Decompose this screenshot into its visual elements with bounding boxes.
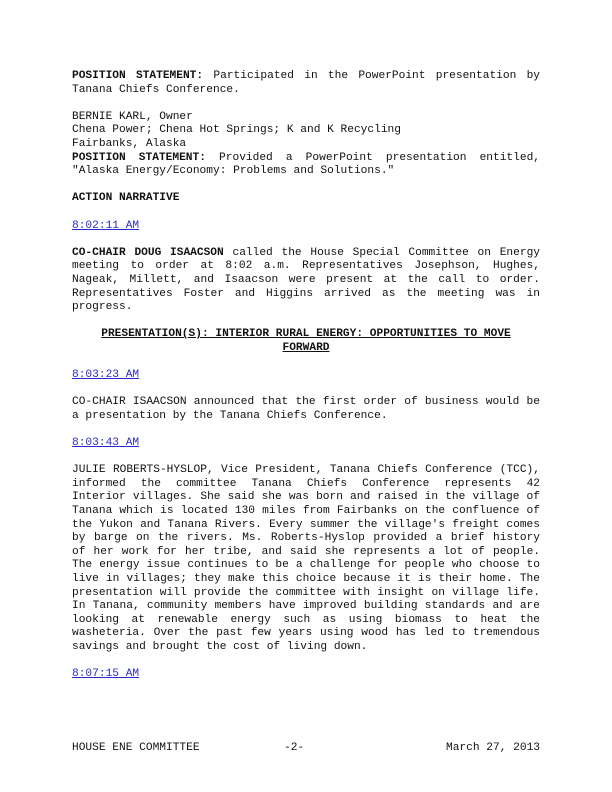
- presentation-heading-line1: PRESENTATION(S): INTERIOR RURAL ENERGY: OPPORTUNITIES TO MOVE: [101, 328, 511, 341]
- narrative-text: called the House Special Committee on Energy meeting to order at 8:02 a.m. Representatives Josephson, Hughes, Nageak, Millett, and Isaacson were present at the call to order. Representatives Foster and Higgins arrived as the meeting was in progress.: [72, 246, 540, 314]
- document-page: [72, 70, 540, 682]
- witness-block-bernie-karl: [72, 111, 540, 179]
- position-statement-text: Provided a PowerPoint presentation entitled, "Alaska Energy/Economy: Problems and Solutions.": [72, 151, 540, 178]
- footer-page-number: -2-: [284, 742, 305, 754]
- position-statement-karl: [72, 152, 540, 179]
- witness-location: Fairbanks, Alaska: [72, 137, 187, 150]
- presentation-heading: [72, 328, 540, 355]
- timestamp-link[interactable]: 8:03:43 AM: [72, 437, 140, 450]
- witness-organization: Chena Power; Chena Hot Springs; K and K Recycling: [72, 124, 401, 137]
- narrative-paragraph: [72, 247, 540, 315]
- footer-committee: HOUSE ENE COMMITTEE: [72, 742, 200, 754]
- position-statement-text: Participated in the PowerPoint presentation by Tanana Chiefs Conference.: [72, 70, 540, 96]
- timestamp-link[interactable]: 8:03:23 AM: [72, 369, 140, 382]
- footer-date: March 27, 2013: [446, 742, 540, 754]
- timestamp-link[interactable]: 8:02:11 AM: [72, 219, 140, 232]
- action-narrative-heading: ACTION NARRATIVE: [72, 192, 180, 205]
- speaker-name: CO-CHAIR DOUG ISAACSON: [72, 246, 224, 259]
- narrative-paragraph: JULIE ROBERTS-HYSLOP, Vice President, Tanana Chiefs Conference (TCC), informed the committee Tanana Chiefs Conference represents 42 Interior villages. She said she was born and raised in the village of Tanana which is located 130 miles from Fairbanks on the confluence of the Yukon and Tanana Rivers. Every summer the village's freight comes by barge on the rivers. Ms. Roberts-Hyslop provided a brief history of her work for her tribe, and said she represents a lot of people. The energy issue continues to be a challenge for people who choose to live in villages; they make this choice because it is their home. The presentation will provide the committee with insight on village life. In Tanana, community members have improved building standards and are looking at renewable energy such as using biomass to heat the washeteria. Over the past few years using wood has led to tremendous savings and brought the cost of living down.: [72, 464, 540, 653]
- position-statement-label: POSITION STATEMENT:: [72, 151, 206, 164]
- position-statement-label: POSITION STATEMENT:: [72, 70, 204, 82]
- narrative-paragraph: CO-CHAIR ISAACSON announced that the first order of business would be a presentation by the Tanana Chiefs Conference.: [72, 396, 540, 422]
- page-footer: [72, 742, 540, 756]
- position-statement-prev: [72, 70, 540, 97]
- presentation-heading-line2: FORWARD: [282, 341, 330, 354]
- timestamp-link[interactable]: 8:07:15 AM: [72, 668, 140, 681]
- witness-name: BERNIE KARL, Owner: [72, 110, 193, 123]
